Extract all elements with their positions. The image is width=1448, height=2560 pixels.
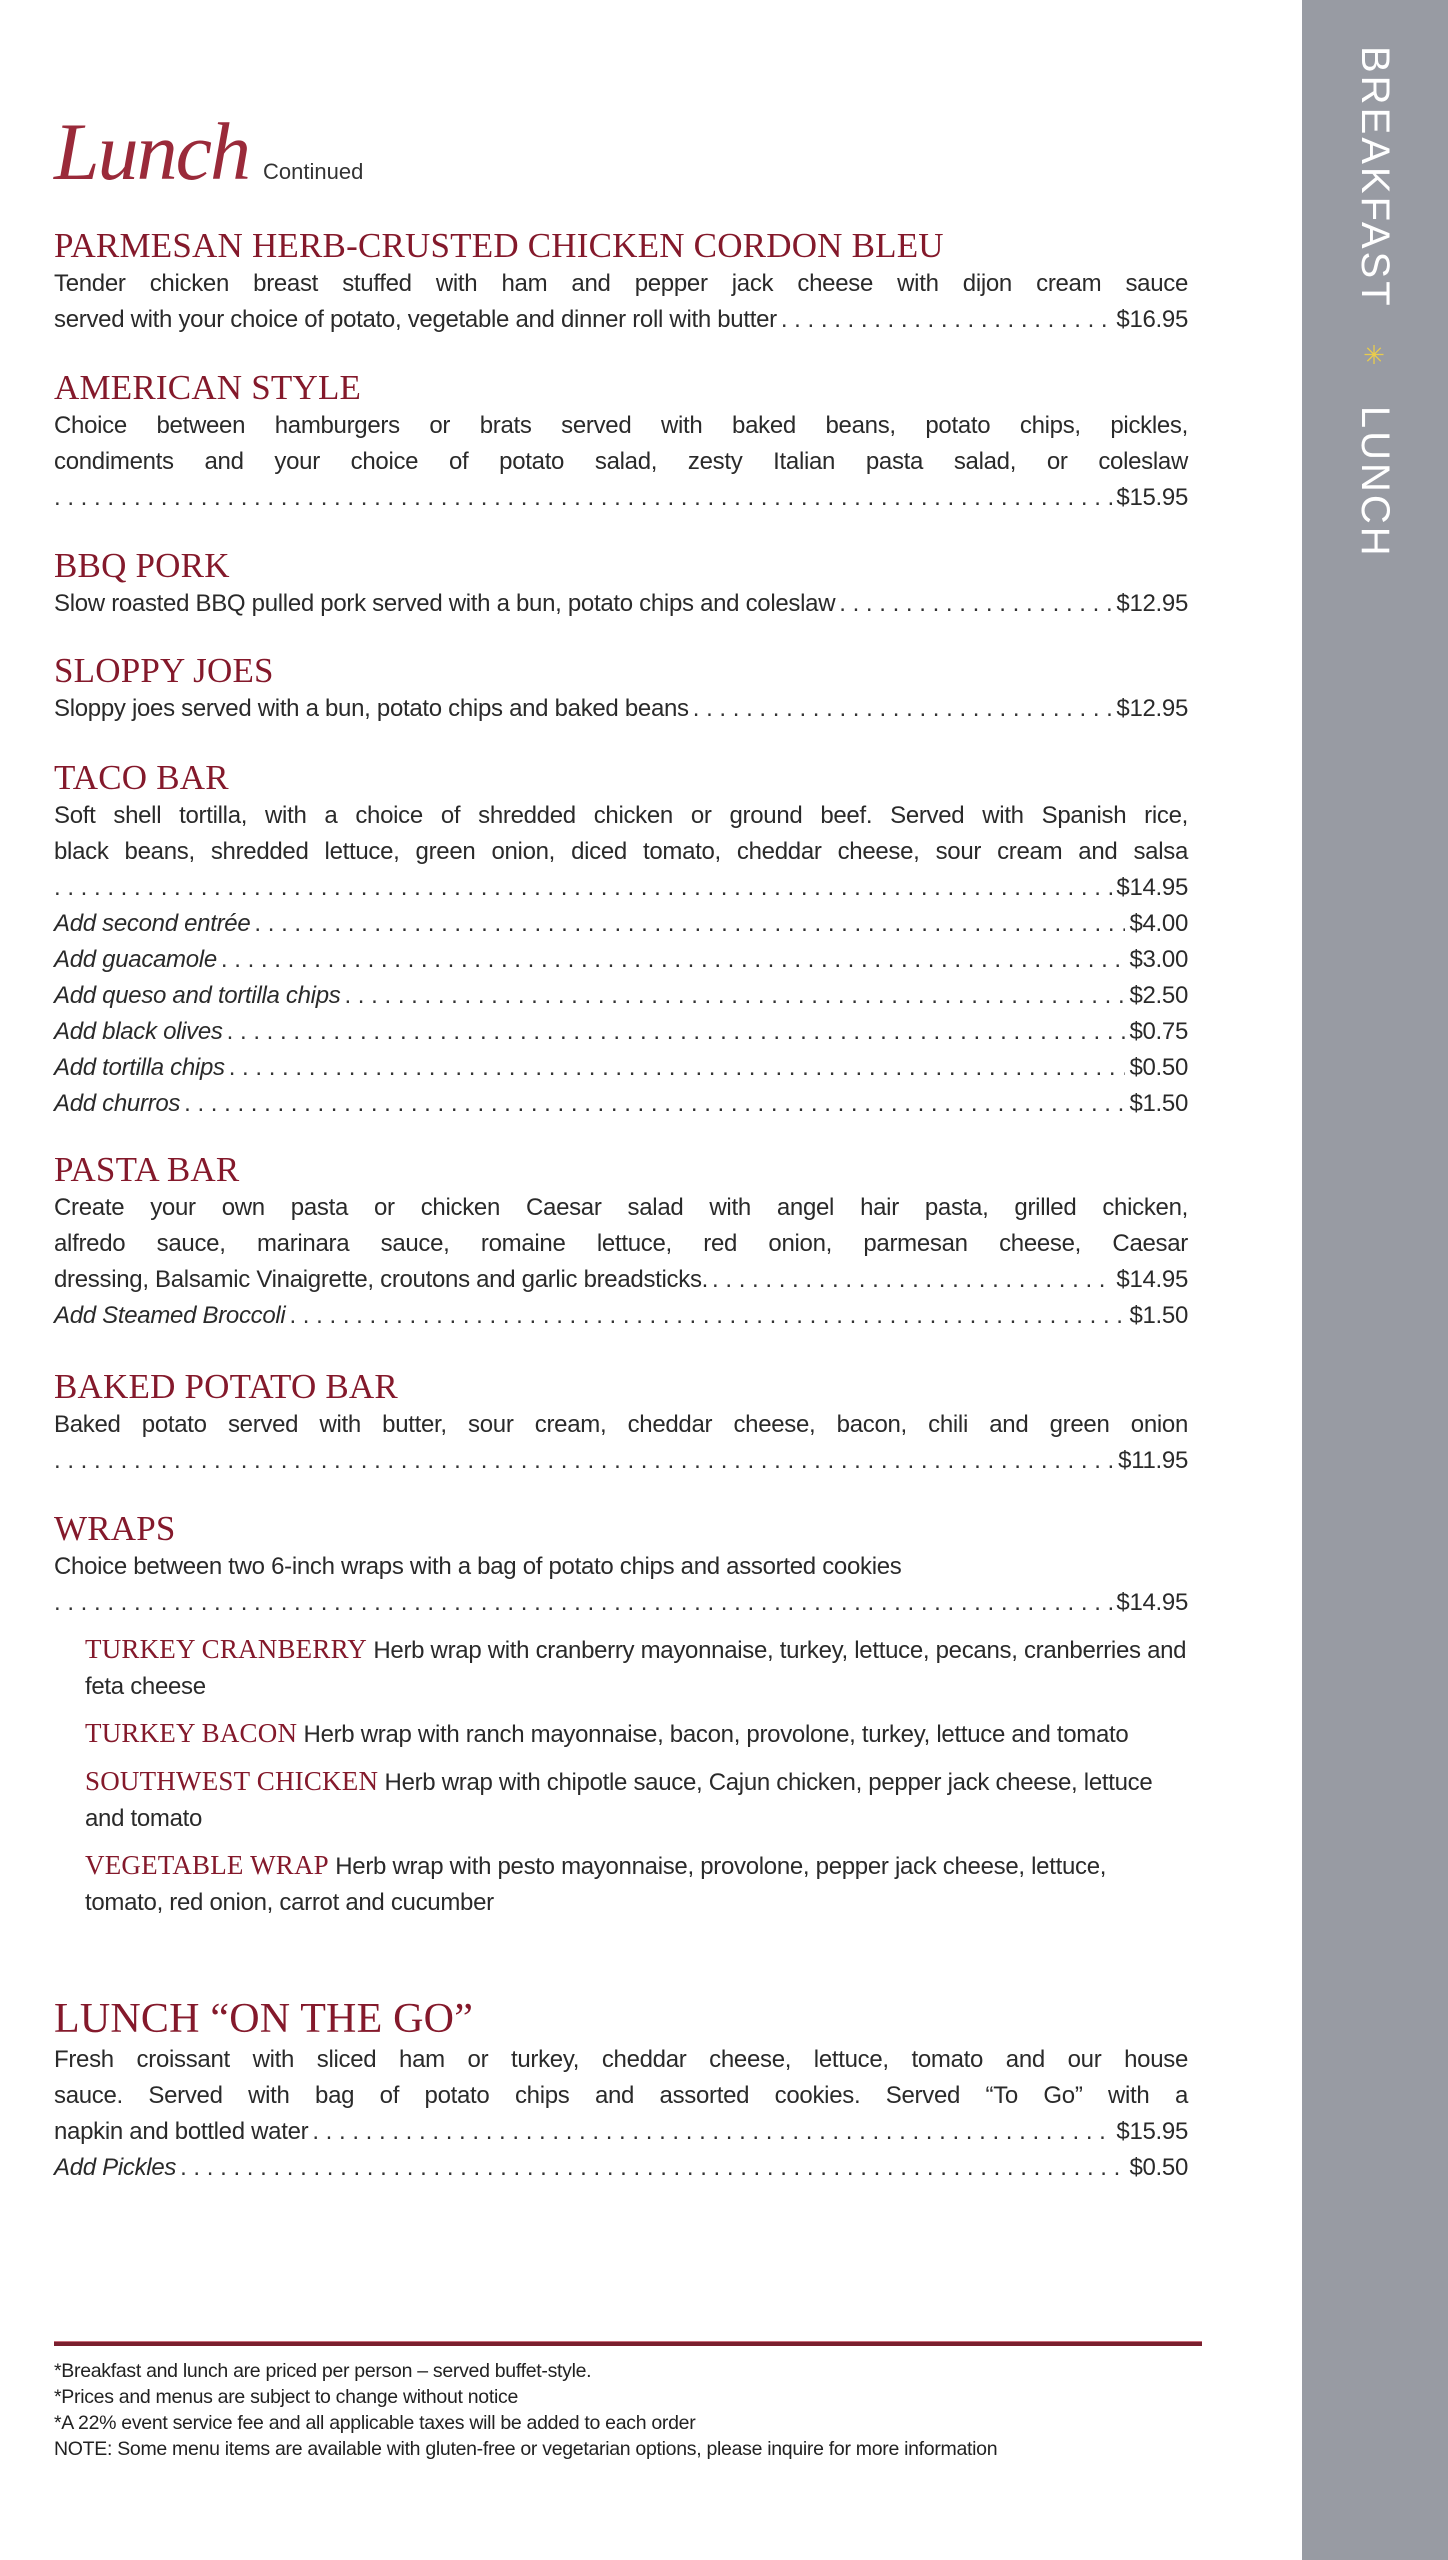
- price-row: [54, 1585, 1188, 1621]
- footnote: *Breakfast and lunch are priced per person – served buffet-style.: [54, 2360, 592, 2382]
- dot-leader: [693, 691, 1113, 727]
- dot-leader: [221, 942, 1126, 978]
- item-description: Choice between two 6-inch wraps with a bag of potato chips and assorted cookies: [54, 1553, 902, 1580]
- footnote: NOTE: Some menu items are available with gluten-free or vegetarian options, please inquire for more information: [54, 2438, 998, 2460]
- dot-leader: [184, 1086, 1125, 1122]
- addon-row: [54, 1298, 1188, 1334]
- item-description: Fresh croissant with sliced ham or turkey, cheddar cheese, lettuce, tomato and our house: [54, 2046, 1188, 2073]
- price-row: [54, 302, 1188, 338]
- price: $12.95: [1116, 695, 1188, 722]
- item-text: Slow roasted BBQ pulled pork served with a bun, potato chips and coleslaw: [54, 590, 836, 617]
- addon-row: [54, 906, 1188, 942]
- sidebar-breakfast: BREAKFAST: [1353, 46, 1397, 309]
- item-name: PASTA BAR: [54, 1150, 240, 1189]
- price: $14.95: [1116, 1266, 1188, 1293]
- continued-label: Continued: [263, 159, 364, 184]
- item-description: Tender chicken breast stuffed with ham and pepper jack cheese with dijon cream sauce: [54, 270, 1188, 297]
- price: $12.95: [1116, 590, 1188, 617]
- price: $14.95: [1116, 1589, 1188, 1616]
- price-row: [54, 691, 1188, 727]
- item-description: condiments and your choice of potato salad, zesty Italian pasta salad, or coleslaw: [54, 448, 1188, 475]
- item-text: Add guacamole: [54, 946, 217, 973]
- section-title: [54, 105, 363, 199]
- item-name: TACO BAR: [54, 758, 229, 797]
- dot-leader: [180, 2150, 1125, 2186]
- menu-item: [54, 546, 1188, 622]
- item-text: Add second entrée: [54, 910, 251, 937]
- wrap-name: TURKEY BACON: [85, 1718, 298, 1748]
- sidebar-lunch: LUNCH: [1353, 405, 1397, 559]
- price: $14.95: [1116, 874, 1188, 901]
- menu-item: [54, 1996, 1188, 2186]
- footer-divider: [54, 2341, 1202, 2346]
- addon-row: [54, 1086, 1188, 1122]
- item-name: BBQ PORK: [54, 546, 230, 585]
- dot-leader: [54, 1443, 1114, 1479]
- dot-leader: [344, 978, 1125, 1014]
- dot-leader: [712, 1262, 1112, 1298]
- item-description: Soft shell tortilla, with a choice of shredded chicken or ground beef. Served with Spanish rice,: [54, 802, 1188, 829]
- price-row: [54, 586, 1188, 622]
- addon-row: [54, 1014, 1188, 1050]
- addon-row: [54, 942, 1188, 978]
- price: $15.95: [1116, 2118, 1188, 2145]
- price: $0.75: [1129, 1018, 1188, 1045]
- wrap-option: [85, 1763, 1188, 1837]
- price: $11.95: [1118, 1447, 1188, 1474]
- sidebar-label: [1352, 46, 1397, 559]
- menu-item: [54, 1509, 1188, 1921]
- footnote: *Prices and menus are subject to change without notice: [54, 2386, 518, 2408]
- footnote: *A 22% event service fee and all applicable taxes will be added to each order: [54, 2412, 696, 2434]
- menu-item: [54, 1150, 1188, 1334]
- addon-row: [54, 1050, 1188, 1086]
- wrap-name: SOUTHWEST CHICKEN: [85, 1766, 379, 1796]
- item-text: Sloppy joes served with a bun, potato chips and baked beans: [54, 695, 689, 722]
- menu-item: [54, 226, 1188, 338]
- dot-leader: [54, 480, 1112, 516]
- dot-leader: [54, 870, 1112, 906]
- item-description: Create your own pasta or chicken Caesar salad with angel hair pasta, grilled chicken,: [54, 1194, 1188, 1221]
- sidebar-tab: [1302, 0, 1448, 2560]
- price: $4.00: [1129, 910, 1188, 937]
- item-name: AMERICAN STYLE: [54, 368, 362, 407]
- dot-leader: [839, 586, 1112, 622]
- price: $3.00: [1129, 946, 1188, 973]
- item-text: dressing, Balsamic Vinaigrette, croutons and garlic breadsticks.: [54, 1266, 709, 1293]
- menu-item: [54, 368, 1188, 516]
- item-text: served with your choice of potato, vegetable and dinner roll with butter: [54, 306, 777, 333]
- item-description: Choice between hamburgers or brats served with baked beans, potato chips, pickles,: [54, 412, 1188, 439]
- dot-leader: [227, 1014, 1126, 1050]
- price: $0.50: [1129, 1054, 1188, 1081]
- dot-leader: [781, 302, 1113, 338]
- dot-leader: [289, 1298, 1125, 1334]
- menu-item: [54, 651, 1188, 727]
- wrap-description: Herb wrap with pesto mayonnaise, provolone, pepper jack cheese, lettuce, tomato, red onion, carrot and cucumber: [85, 1853, 1107, 1916]
- lunch-script-title: Lunch: [54, 106, 249, 197]
- price: $15.95: [1116, 484, 1188, 511]
- item-name: WRAPS: [54, 1509, 176, 1548]
- item-name: BAKED POTATO BAR: [54, 1367, 398, 1406]
- wrap-description: Herb wrap with cranberry mayonnaise, turkey, lettuce, pecans, cranberries and feta cheese: [85, 1637, 1187, 1700]
- item-text: napkin and bottled water: [54, 2118, 309, 2145]
- star-icon: ✳: [1360, 340, 1390, 374]
- price-row: [54, 870, 1188, 906]
- footnotes: [54, 2358, 1214, 2462]
- price-row: [54, 2114, 1188, 2150]
- dot-leader: [54, 1585, 1112, 1621]
- item-name: PARMESAN HERB-CRUSTED CHICKEN CORDON BLEU: [54, 226, 944, 265]
- item-description: alfredo sauce, marinara sauce, romaine lettuce, red onion, parmesan cheese, Caesar: [54, 1230, 1188, 1257]
- item-text: Add Steamed Broccoli: [54, 1302, 286, 1329]
- wrap-name: VEGETABLE WRAP: [85, 1850, 329, 1880]
- price: $16.95: [1116, 306, 1188, 333]
- menu-item: [54, 1367, 1188, 1479]
- wrap-option: [85, 1715, 1188, 1753]
- item-text: Add churros: [54, 1090, 181, 1117]
- item-description: black beans, shredded lettuce, green onion, diced tomato, cheddar cheese, sour cream and salsa: [54, 838, 1188, 865]
- item-name: SLOPPY JOES: [54, 651, 274, 690]
- wrap-description: Herb wrap with chipotle sauce, Cajun chicken, pepper jack cheese, lettuce and tomato: [85, 1769, 1153, 1832]
- wrap-option: [85, 1847, 1188, 1921]
- dot-leader: [229, 1050, 1126, 1086]
- price: $0.50: [1129, 2154, 1188, 2181]
- item-text: Add Pickles: [54, 2154, 177, 2181]
- price: $2.50: [1129, 982, 1188, 1009]
- item-description: Baked potato served with butter, sour cream, cheddar cheese, bacon, chili and green onion: [54, 1411, 1188, 1438]
- wrap-name: TURKEY CRANBERRY: [85, 1634, 367, 1664]
- wrap-option: [85, 1631, 1188, 1705]
- price: $1.50: [1129, 1090, 1188, 1117]
- price-row: [54, 1443, 1188, 1479]
- price-row: [54, 1262, 1188, 1298]
- dot-leader: [312, 2114, 1112, 2150]
- addon-row: [54, 978, 1188, 1014]
- addon-row: [54, 2150, 1188, 2186]
- price: $1.50: [1129, 1302, 1188, 1329]
- wrap-description: Herb wrap with ranch mayonnaise, bacon, provolone, turkey, lettuce and tomato: [303, 1721, 1129, 1748]
- price-row: [54, 480, 1188, 516]
- item-text: Add queso and tortilla chips: [54, 982, 341, 1009]
- item-name: LUNCH “ON THE GO”: [54, 1996, 474, 2042]
- item-text: Add black olives: [54, 1018, 223, 1045]
- item-text: Add tortilla chips: [54, 1054, 225, 1081]
- item-description: sauce. Served with bag of potato chips and assorted cookies. Served “To Go” with a: [54, 2082, 1188, 2109]
- menu-item: [54, 758, 1188, 1122]
- dot-leader: [254, 906, 1125, 942]
